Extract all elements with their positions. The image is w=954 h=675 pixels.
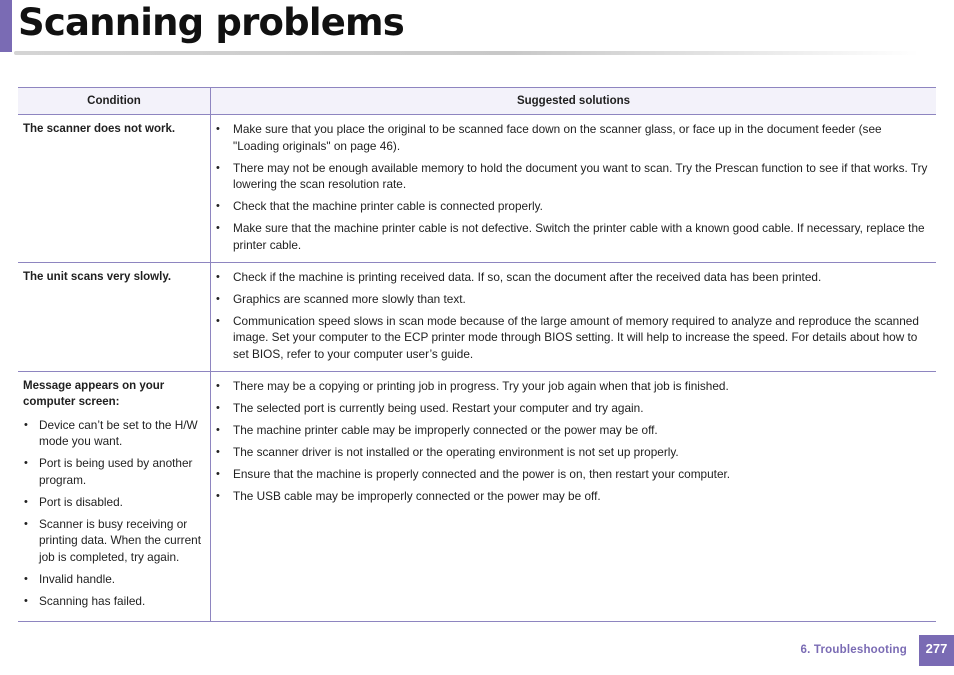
table-body [18,115,936,622]
footer-section-label: 6. Troubleshooting [800,644,907,656]
list-item: • Communication speed slows in scan mode because of the large amount of memory required to analyze and reproduce the scanned image. Set your computer to the ECP printer mode through BIOS setting. It will help to increase the speed. For details about how to set BIOS, refer to your computer user’s guide. [215,313,930,363]
list-item: • The selected port is currently being used. Restart your computer and try again. [215,400,930,417]
list-item: • Port is being used by another program. [23,455,206,488]
condition-message-list [23,417,206,610]
list-item: • Port is disabled. [23,494,206,511]
condition-cell [18,262,211,371]
table-row [18,115,936,263]
solutions-list [215,378,930,505]
list-item: • Check if the machine is printing received data. If so, scan the document after the received data has been printed. [215,269,930,286]
list-item: • The machine printer cable may be improperly connected or the power may be off. [215,422,930,439]
condition-cell [18,115,211,263]
list-item: • Scanner is busy receiving or printing data. When the current job is completed, try again. [23,516,206,566]
condition-cell [18,371,211,621]
list-item: • Make sure that the machine printer cable is not defective. Switch the printer cable with a known good cable. If necessary, replace the printer cable. [215,220,930,253]
header-condition: Condition [18,88,211,115]
table-row [18,371,936,621]
condition-title: The unit scans very slowly. [23,270,172,283]
scanning-problems-table [18,87,936,622]
table-header-row [18,88,936,115]
page-number-badge: 277 [919,635,954,666]
list-item: • Check that the machine printer cable is connected properly. [215,198,930,215]
list-item: • There may not be enough available memory to hold the document you want to scan. Try the Prescan function to see if that works. Try lowering the scan resolution rate. [215,160,930,193]
condition-title: Message appears on your computer screen: [23,379,165,408]
solutions-list [215,121,930,253]
title-underline [14,51,919,55]
title-accent-bar [0,0,12,52]
list-item: • The scanner driver is not installed or the operating environment is not set up properly. [215,444,930,461]
condition-title: The scanner does not work. [23,123,176,135]
solutions-list [215,269,930,363]
page-title: Scanning problems [18,1,405,44]
solutions-cell [211,115,937,263]
list-item: • Device can’t be set to the H/W mode you want. [23,417,206,450]
header-suggested-solutions: Suggested solutions [211,88,937,115]
list-item: • Make sure that you place the original to be scanned face down on the scanner glass, or face up in the document feeder (see "Loading originals" on page 46). [215,121,930,154]
list-item: • Ensure that the machine is properly connected and the power is on, then restart your computer. [215,466,930,483]
list-item: • There may be a copying or printing job in progress. Try your job again when that job is finished. [215,378,930,395]
list-item: • The USB cable may be improperly connected or the power may be off. [215,488,930,505]
solutions-cell [211,262,937,371]
table-row [18,262,936,371]
list-item: • Scanning has failed. [23,593,206,610]
list-item: • Graphics are scanned more slowly than text. [215,291,930,308]
list-item: • Invalid handle. [23,571,206,588]
solutions-cell [211,371,937,621]
